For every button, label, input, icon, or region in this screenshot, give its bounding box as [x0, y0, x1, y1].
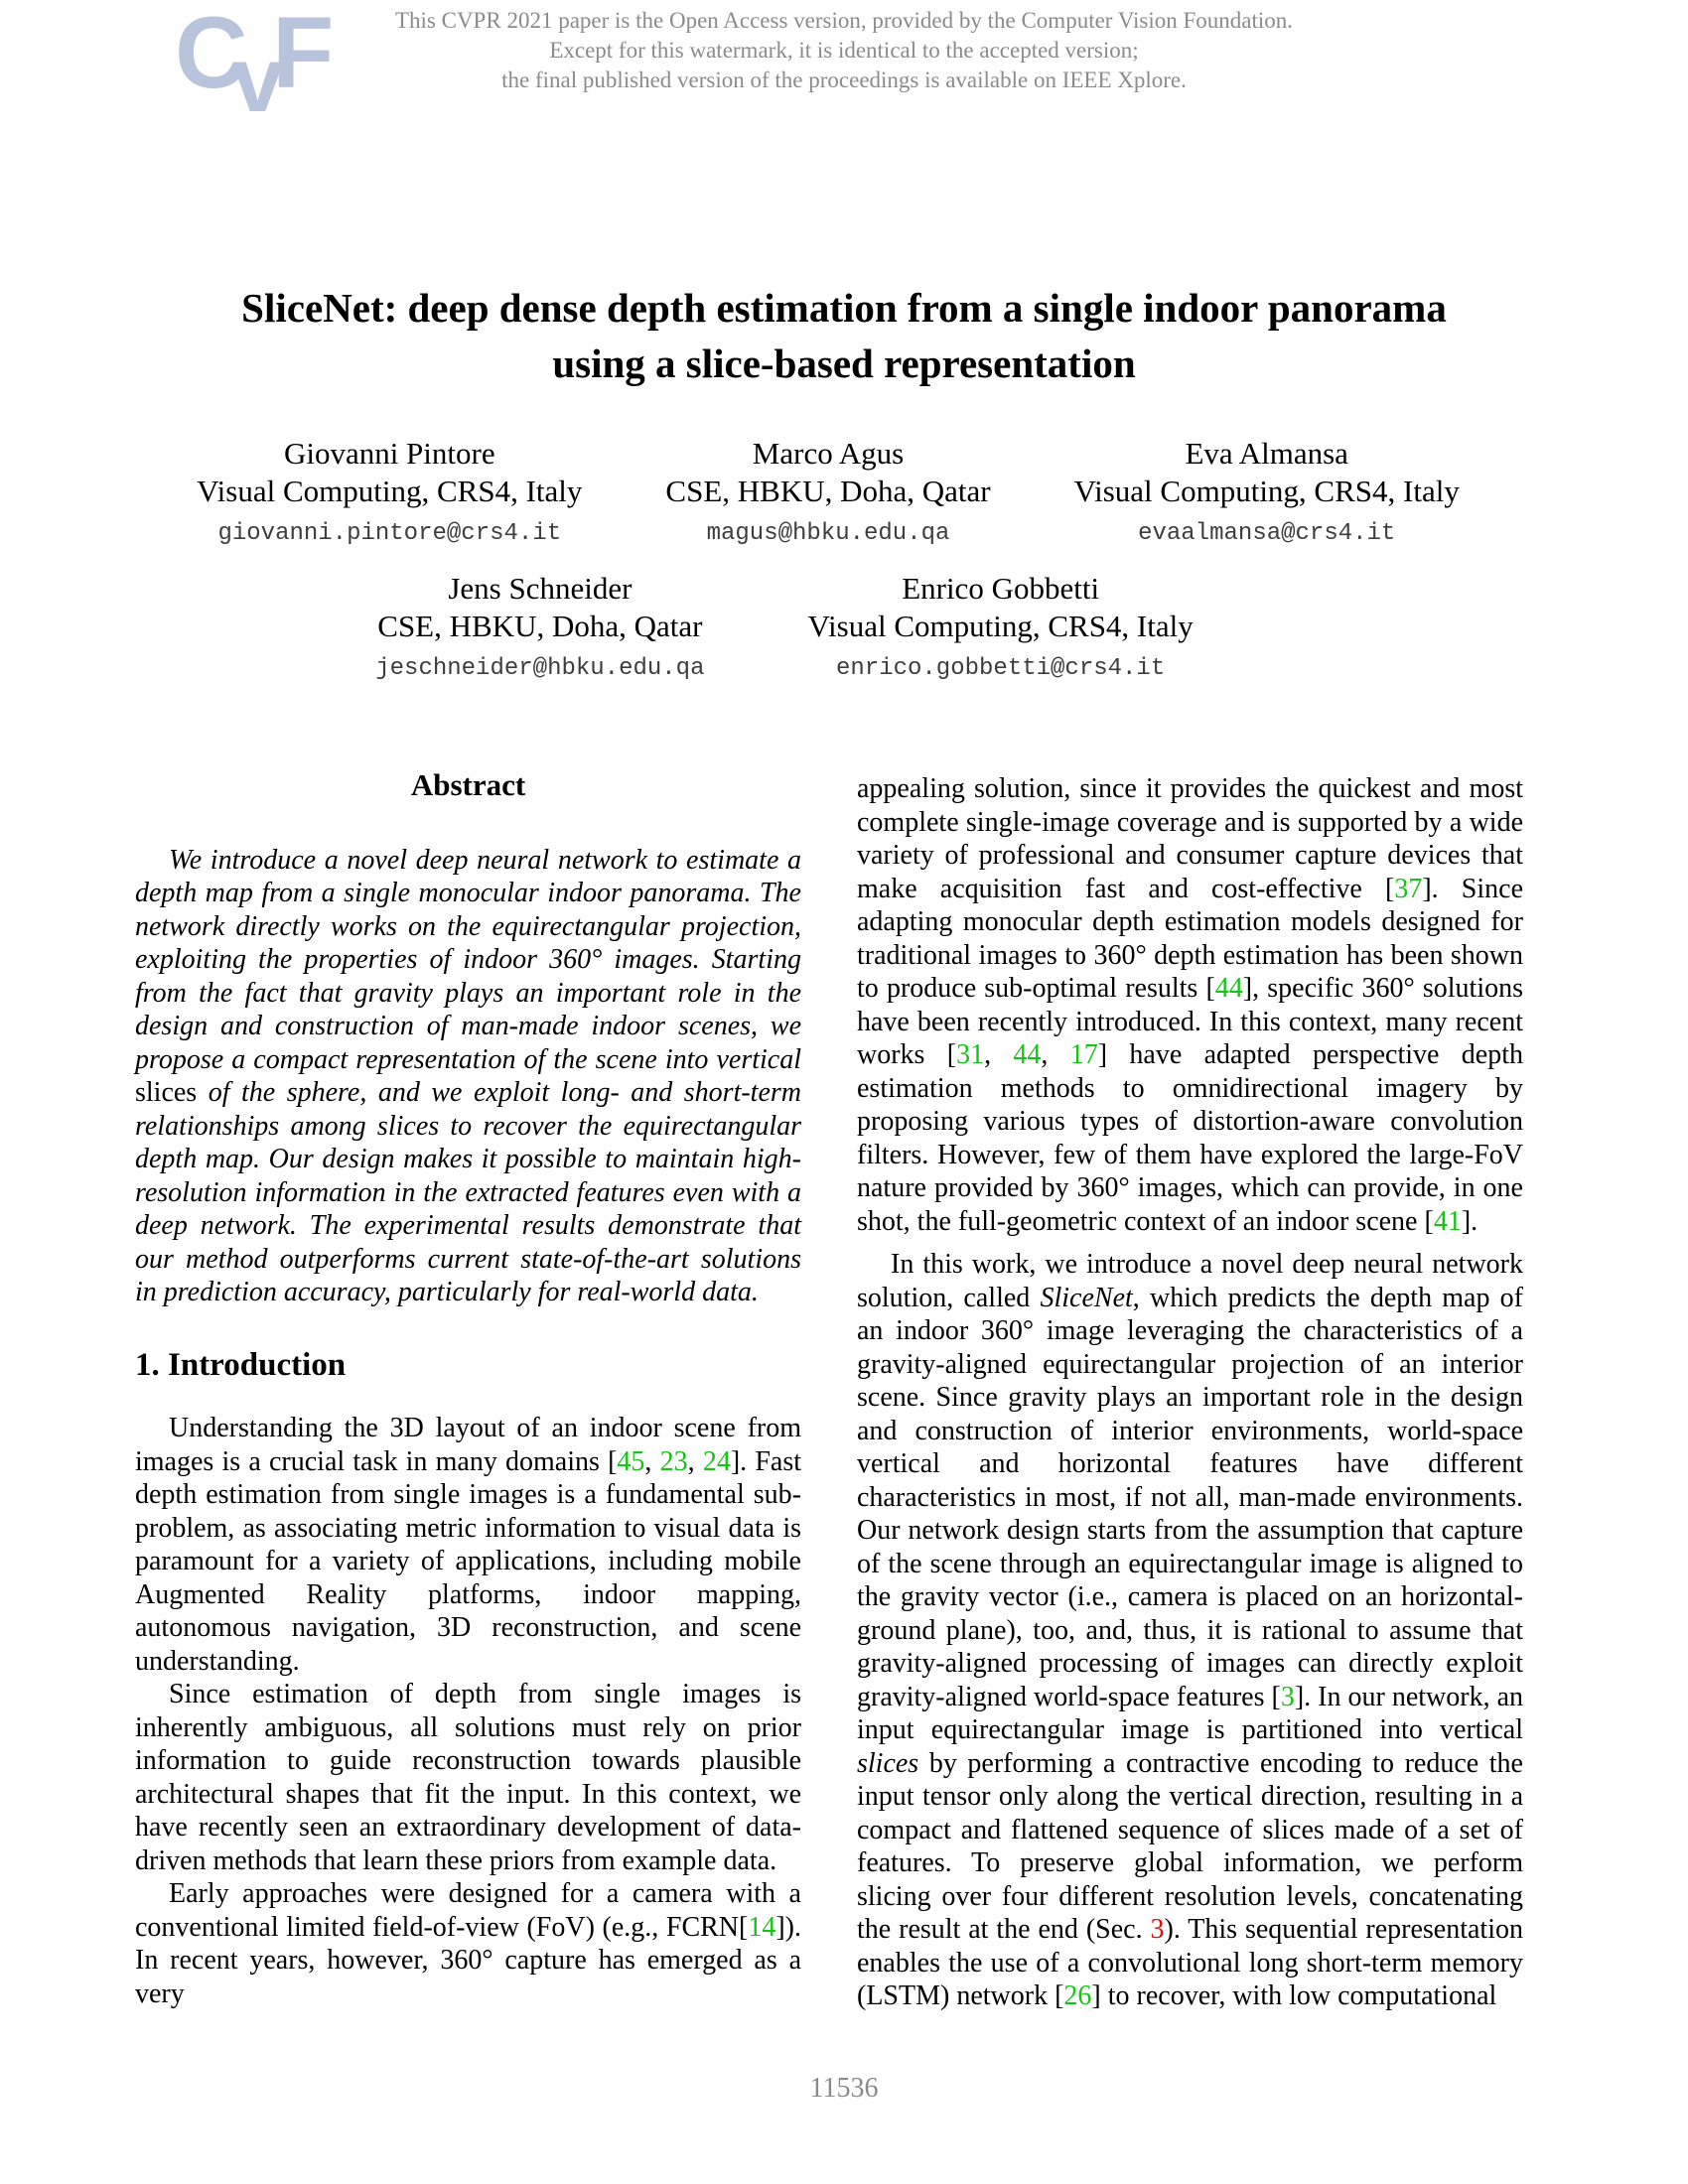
citation-link[interactable]: 3 [1280, 1681, 1295, 1712]
author-affiliation: Visual Computing, CRS4, Italy [807, 609, 1194, 643]
cvf-logo-letter-f: F [271, 0, 335, 109]
text-segment: Early approaches were designed for a camera with a conventional limited field-of-view (FoV) (e.g., FCRN[ [135, 1878, 801, 1943]
citation-link[interactable]: 24 [702, 1445, 731, 1477]
text-segment: We introduce a novel deep neural network to estimate a depth map from a single monocular indoor panorama. The network directly works on the equirectangular projection, exploiting the properties of indoor 360° images. Starting from the fact that gravity plays an important role in the design and construction of man-made indoor scenes, we propose a compact representation of the scene into vertical [135, 844, 801, 1075]
author-name: Enrico Gobbetti [902, 571, 1100, 606]
authors-row-2 [0, 570, 1628, 684]
text-segment: slices [857, 1747, 919, 1779]
intro-paragraph-2 [135, 1678, 801, 1877]
author-enrico-gobbetti [808, 570, 1194, 684]
text-segment: SliceNet [1040, 1282, 1133, 1313]
author-email: enrico.gobbetti@crs4.it [835, 655, 1166, 682]
open-access-watermark [99, 6, 1589, 95]
citation-link[interactable]: 23 [659, 1445, 688, 1477]
text-segment: , which predicts the depth map of an indoor 360° image leveraging the characteristics of a gravity-aligned equirectangular projection of an interior scene. Since gravity plays an important role in the design and construction of interior environments, world-space vertical and horizontal features have different characteristics in most, if not all, man-made environments. Our network design starts from the assumption that capture of the scene through an equirectangular image is aligned to the gravity vector (i.e., camera is placed on an horizontal-ground plane), too, and, thus, it is rational to assume that gravity-aligned processing of images can directly exploit gravity-aligned world-space features [ [857, 1282, 1523, 1712]
watermark-line-2: Except for this watermark, it is identical to the accepted version; [549, 38, 1139, 63]
author-affiliation: CSE, HBKU, Doha, Qatar [377, 609, 703, 643]
text-segment: by performing a contractive encoding to reduce the input tensor only along the vertical direction, resulting in a compact and flattened sequence of slices made of a set of features. To preserve global information, we perform slicing over four different resolution levels, concatenating the result at the end (Sec. [857, 1747, 1523, 1945]
citation-link[interactable]: 31 [956, 1039, 985, 1070]
author-affiliation: CSE, HBKU, Doha, Qatar [665, 474, 991, 508]
intro-paragraph-3 [135, 1877, 801, 2010]
text-segment: ]. Fast depth estimation from single images is a fundamental sub-problem, as associating metric information to visual data is paramount for a variety of applications, including mobile Augmented Reality platforms, indoor mapping, autonomous navigation, 3D reconstruction, and scene understanding. [135, 1445, 802, 1677]
citation-link[interactable]: 44 [1013, 1039, 1042, 1070]
author-email: jeschneider@hbku.edu.qa [375, 655, 705, 682]
left-column [135, 766, 801, 2013]
right-paragraph-1 [857, 772, 1523, 1238]
citation-link[interactable]: 37 [1394, 873, 1423, 904]
text-segment: , [1041, 1039, 1070, 1070]
citation-link[interactable]: 44 [1214, 973, 1243, 1004]
text-segment: , [644, 1445, 660, 1477]
author-affiliation: Visual Computing, CRS4, Italy [197, 474, 583, 508]
paper-title [99, 280, 1589, 391]
section-heading-introduction: 1. Introduction [135, 1346, 347, 1383]
text-segment: ] have adapted perspective depth estimation methods to omnidirectional imagery by proposing various types of distortion-aware convolution filters. However, few of them have explored the large-FoV nature provided by 360° images, which can provide, in one shot, the full-geometric context of an indoor scene [ [857, 1039, 1523, 1237]
text-segment: of the sphere, and we exploit long- and short-term relationships among slices to recover the equirectangular depth map. Our design makes it possible to maintain high-resolution information in the extracted features even with a deep network. The experimental results demonstrate that our method outperforms current state-of-the-art solutions in prediction accuracy, particularly for real-world data. [135, 1077, 801, 1307]
author-jens-schneider [375, 570, 704, 684]
section-ref-link[interactable]: 3 [1150, 1914, 1165, 1945]
author-giovanni-pintore [197, 435, 582, 549]
intro-paragraph-1 [135, 1412, 801, 1678]
text-segment: , [984, 1039, 1014, 1070]
watermark-line-1: This CVPR 2021 paper is the Open Access version, provided by the Computer Vision Foundation. [394, 8, 1294, 33]
text-segment: ]). In recent years, however, 360° capture has emerged as a very [135, 1911, 801, 2009]
abstract-paragraph [135, 844, 801, 1309]
author-name: Eva Almansa [1185, 436, 1348, 471]
citation-link[interactable]: 41 [1433, 1205, 1462, 1237]
author-affiliation: Visual Computing, CRS4, Italy [1073, 474, 1460, 508]
right-paragraph-2 [857, 1248, 1523, 2013]
right-column [857, 766, 1523, 2013]
text-segment: Since estimation of depth from single images is inherently ambiguous, all solutions must rely on prior information to guide reconstruction towards plausible architectural shapes that fit the input. In this context, we have recently seen an extraordinary development of data-driven methods that learn these priors from example data. [135, 1679, 801, 1876]
text-segment: ] to recover, with low computational [1091, 1980, 1497, 2011]
paper-title-line-2: using a slice-based representation [552, 341, 1136, 386]
author-email: magus@hbku.edu.qa [706, 520, 950, 547]
paper-title-line-1: SliceNet: deep dense depth estimation from a single indoor panorama [241, 285, 1447, 331]
abstract-body [135, 844, 801, 1309]
citation-link[interactable]: 14 [748, 1911, 776, 1943]
cvf-logo-letter-v: v [231, 27, 284, 131]
citation-link[interactable]: 45 [617, 1445, 645, 1477]
abstract-heading: Abstract [410, 767, 526, 802]
author-name: Jens Schneider [448, 571, 633, 606]
author-eva-almansa [1074, 435, 1460, 549]
text-segment: ], specific 360° solutions have been recently introduced. In this context, many recent works [ [857, 973, 1523, 1070]
text-segment: In this work, we introduce a novel deep neural network solution, called [857, 1249, 1523, 1313]
author-email: giovanni.pintore@crs4.it [217, 520, 562, 547]
text-segment: Understanding the 3D layout of an indoor scene from images is a crucial task in many domains [ [135, 1413, 801, 1477]
text-segment: , [687, 1445, 703, 1477]
text-segment: ]. Since adapting monocular depth estimation models designed for traditional images to 360° depth estimation has been shown to produce sub-optimal results [ [857, 873, 1523, 1004]
watermark-line-3: the final published version of the proceedings is available on IEEE Xplore. [501, 68, 1187, 92]
text-segment: ]. In our network, an input equirectangular image is partitioned into vertical [857, 1681, 1523, 1745]
authors-row-1 [0, 435, 1672, 549]
two-column-body [135, 766, 1523, 2013]
author-marco-agus [665, 435, 990, 549]
author-name: Marco Agus [752, 436, 905, 471]
text-segment: ). This sequential representation enables the use of a convolutional long short-term memory (LSTM) network [ [857, 1914, 1523, 2011]
text-segment: appealing solution, since it provides the quickest and most complete single-image coverage and is supported by a wide variety of professional and consumer capture devices that make acquisition fast and cost-effective [ [857, 773, 1523, 904]
author-name: Giovanni Pintore [283, 436, 495, 471]
text-segment: ]. [1461, 1205, 1478, 1237]
citation-link[interactable]: 17 [1069, 1039, 1098, 1070]
cvf-logo-letter-c: C [175, 0, 248, 109]
page-number: 11536 [809, 2073, 879, 2104]
text-segment: slices [135, 1077, 198, 1108]
citation-link[interactable]: 26 [1063, 1980, 1092, 2011]
author-email: evaalmansa@crs4.it [1138, 520, 1396, 547]
